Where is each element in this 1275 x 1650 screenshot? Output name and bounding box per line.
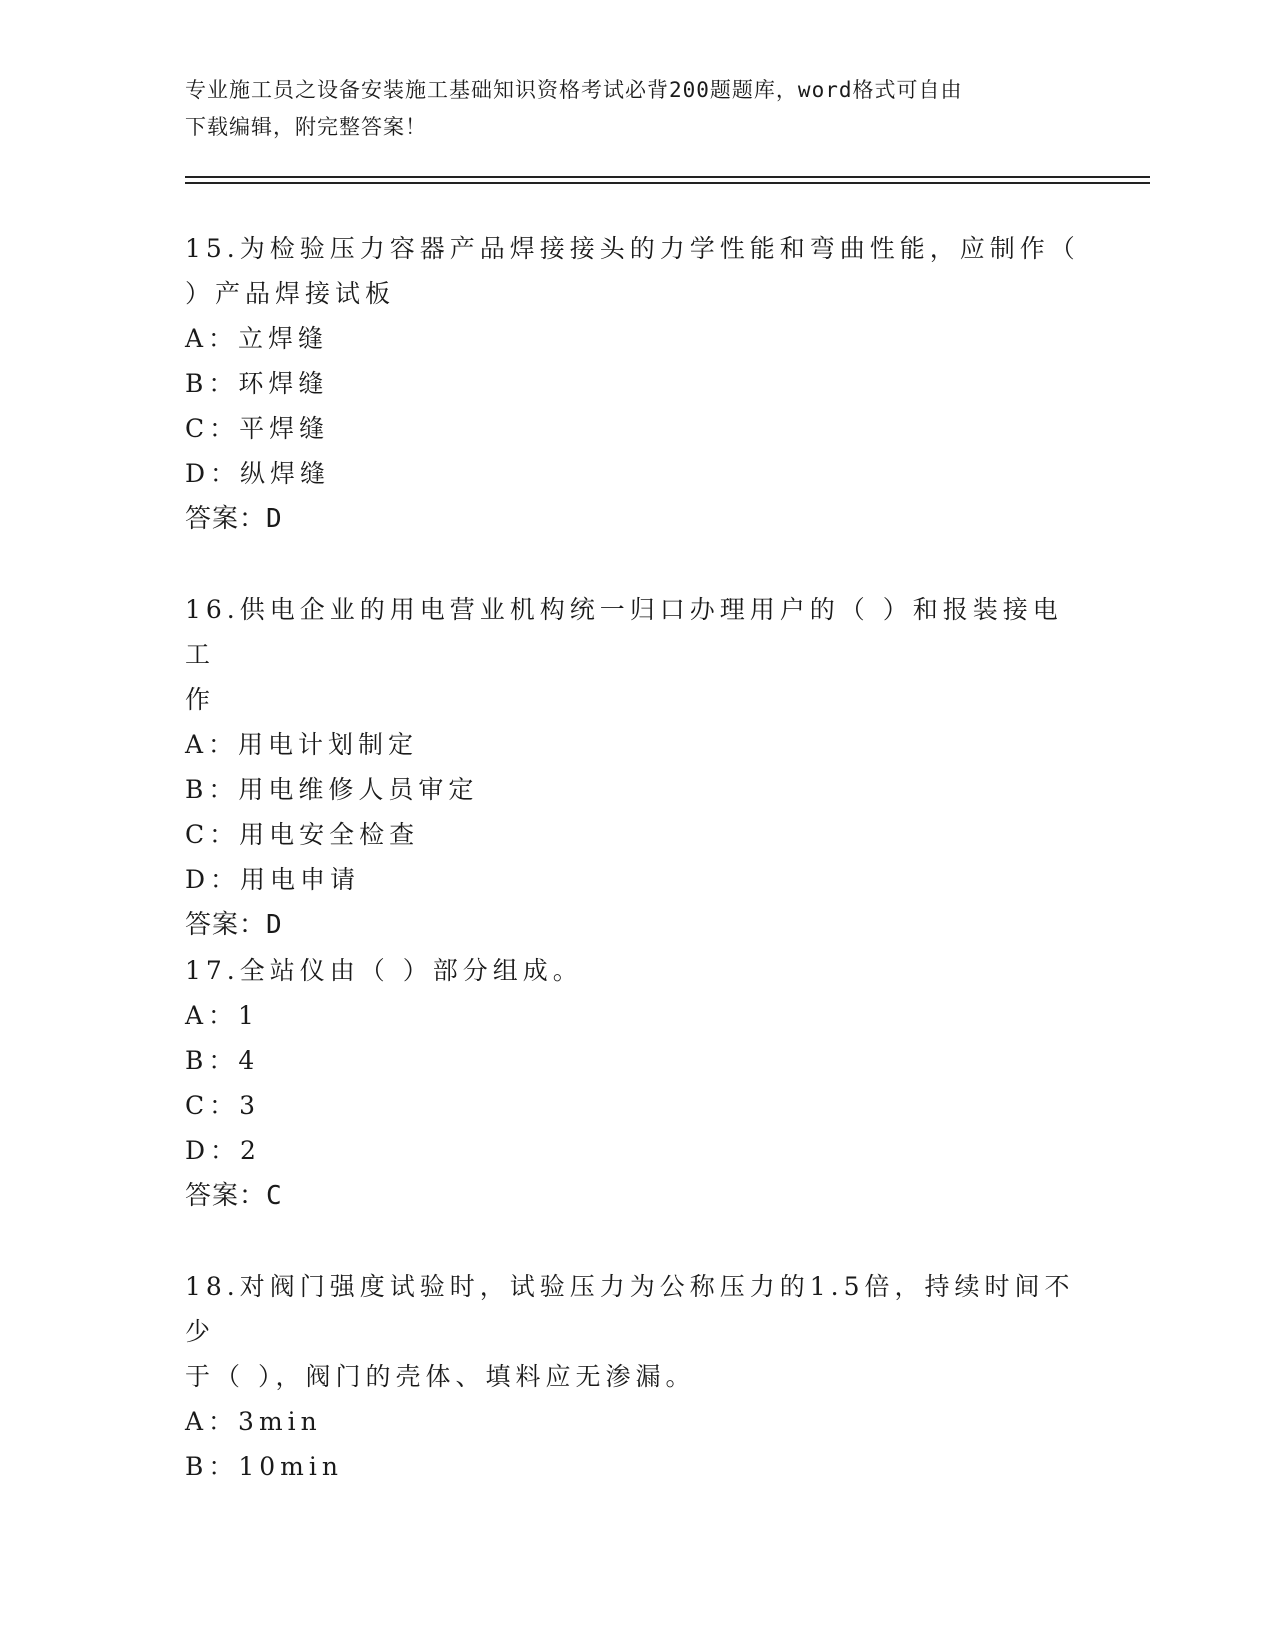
question-stem-line: ）产品焊接试板 — [185, 279, 396, 308]
option-c: C：3 — [185, 1091, 261, 1120]
option-b: B：环焊缝 — [185, 369, 329, 398]
option-a: A：立焊缝 — [185, 324, 329, 353]
question-stem-line: 作 — [185, 685, 216, 714]
question-stem-line: 16.供电企业的用电营业机构统一归口办理用户的（ ）和报装接电工 — [185, 595, 1063, 669]
option-d: D：2 — [185, 1136, 261, 1165]
document-header — [185, 72, 1065, 146]
option-c: C：用电安全检查 — [185, 820, 420, 849]
header-line-1: 专业施工员之设备安装施工基础知识资格考试必背200题题库，word格式可自由 — [185, 78, 963, 102]
question-stem-line: 15.为检验压力容器产品焊接接头的力学性能和弯曲性能，应制作（ — [185, 234, 1080, 263]
option-d: D：纵焊缝 — [185, 459, 331, 488]
question-15 — [185, 226, 1085, 542]
question-18 — [185, 1264, 1085, 1489]
option-a: A：3min — [185, 1407, 322, 1436]
question-stem-line: 17.全站仪由（ ）部分组成。 — [185, 956, 583, 985]
option-d: D：用电申请 — [185, 865, 361, 894]
answer-label: 答案：C — [185, 1181, 283, 1211]
question-17 — [185, 948, 1085, 1219]
question-stem-line: 于（ ），阀门的壳体、填料应无渗漏。 — [185, 1362, 696, 1391]
option-a: A：1 — [185, 1001, 259, 1030]
header-divider-top — [185, 176, 1150, 178]
question-16 — [185, 587, 1085, 948]
option-a: A：用电计划制定 — [185, 730, 419, 759]
answer-label: 答案：D — [185, 910, 283, 940]
option-b: B：10min — [185, 1452, 343, 1481]
option-c: C：平焊缝 — [185, 414, 330, 443]
header-line-2: 下载编辑，附完整答案！ — [185, 115, 427, 139]
answer-label: 答案：D — [185, 504, 283, 534]
option-b: B：用电维修人员审定 — [185, 775, 479, 804]
option-b: B：4 — [185, 1046, 260, 1075]
question-stem-line: 18.对阀门强度试验时，试验压力为公称压力的1.5倍，持续时间不少 — [185, 1272, 1075, 1346]
header-divider-bottom — [185, 182, 1150, 184]
